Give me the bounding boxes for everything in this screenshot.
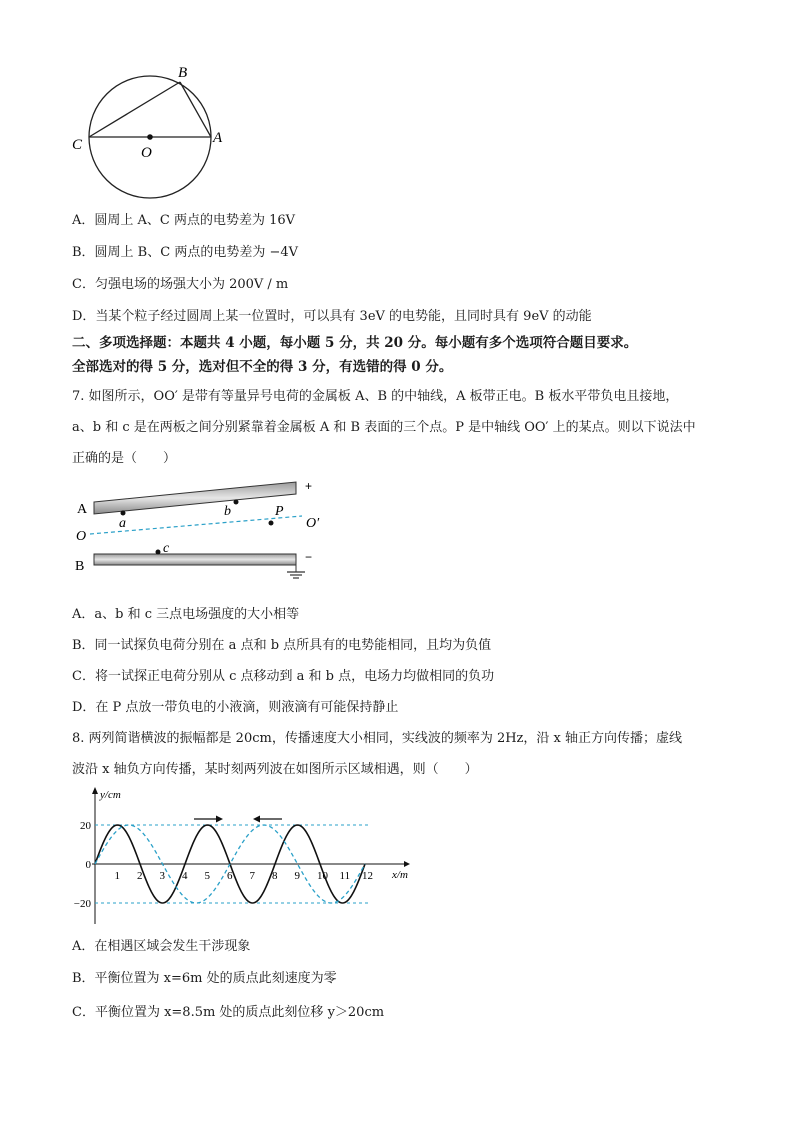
x-axis-label: x/m: [392, 869, 408, 881]
label-c: c: [163, 541, 170, 556]
section2-heading-line1: 二、多项选择题：本题共 4 小题，每小题 5 分，共 20 分。每小题有多个选项符合题目要求。: [72, 335, 638, 351]
x-tick-label: 6: [227, 870, 233, 882]
q7-stem-line1: 7. 如图所示，OO′ 是带有等量异号电荷的金属板 A、B 的中轴线，A 板带正电。B 板水平带负电且接地，: [72, 389, 679, 404]
y-tick-label: −20: [73, 898, 91, 910]
x-tick-label: 12: [362, 870, 373, 882]
x-tick-label: 2: [137, 870, 143, 882]
circle-figure: [70, 60, 240, 210]
q8-option-a: A．在相遇区域会发生干涉现象: [72, 939, 251, 954]
plate-A: [94, 482, 296, 514]
label-O-left: O: [76, 529, 87, 544]
label-plus: +: [305, 479, 313, 493]
q6-option-a: A．圆周上 A、C 两点的电势差为 16V: [72, 213, 296, 228]
plates-figure: [70, 474, 340, 594]
q7-stem-line2: a、b 和 c 是在两板之间分别紧靠着金属板 A 和 B 表面的三个点。P 是中轴线 OO′ 上的某点。则以下说法中: [72, 420, 696, 435]
q7-option-b: B．同一试探负电荷分别在 a 点和 b 点所具有的电势能相同，且均为负值: [72, 638, 492, 653]
q7-option-d: D．在 P 点放一带负电的小液滴，则液滴有可能保持静止: [72, 700, 399, 715]
y-axis-label: y/cm: [100, 789, 121, 801]
q7-stem-line3: 正确的是（ ）: [72, 451, 177, 466]
point-P: [269, 521, 274, 526]
x-tick-label: 7: [249, 870, 255, 882]
q7-option-c: C．将一试探正电荷分别从 c 点移动到 a 和 b 点，电场力均做相同的负功: [72, 669, 495, 684]
label-A: A: [213, 130, 223, 146]
label-O-right: O′: [306, 516, 320, 531]
chord-ba: [180, 82, 211, 137]
x-tick-label: 10: [317, 870, 328, 882]
x-tick-label: 8: [272, 870, 278, 882]
x-tick-label: 1: [114, 870, 120, 882]
x-axis-arrow: [404, 861, 410, 867]
label-minus: −: [305, 550, 313, 564]
center-point: [147, 134, 153, 140]
q6-option-d: D．当某个粒子经过圆周上某一位置时，可以具有 3eV 的电势能，且同时具有 9eV 的动能: [72, 309, 592, 324]
chord-cb: [89, 82, 180, 137]
arrow-right-icon: [216, 816, 223, 823]
q7-option-a: A．a、b 和 c 三点电场强度的大小相等: [72, 607, 300, 622]
x-tick-label: 11: [339, 870, 351, 882]
label-b: b: [224, 504, 231, 519]
y-tick-label: 20: [80, 820, 91, 832]
point-c: [156, 550, 161, 555]
section2-heading-line2: 全部选对的得 5 分，选对但不全的得 3 分，有选错的得 0 分。: [72, 359, 453, 375]
x-tick-label: 5: [204, 870, 210, 882]
q8-option-c: C．平衡位置为 x=8.5m 处的质点此刻位移 y＞20cm: [72, 1005, 385, 1020]
label-O: O: [141, 145, 152, 161]
label-plate-A: A: [77, 502, 88, 517]
y-tick-label: 0: [85, 859, 91, 871]
label-plate-B: B: [75, 559, 85, 574]
label-P: P: [275, 504, 284, 519]
x-tick-label: 3: [159, 870, 165, 882]
point-a: [121, 511, 126, 516]
y-axis-arrow: [92, 787, 98, 794]
q8-option-b: B．平衡位置为 x=6m 处的质点此刻速度为零: [72, 971, 337, 986]
label-C: C: [72, 137, 83, 153]
x-tick-label: 4: [182, 870, 188, 882]
arrow-left-icon: [253, 816, 260, 823]
wave-chart: [70, 782, 430, 932]
point-b: [234, 500, 239, 505]
plate-B: [94, 554, 296, 565]
label-B: B: [178, 65, 188, 81]
q8-stem-line2: 波沿 x 轴负方向传播，某时刻两列波在如图所示区域相遇，则（ ）: [72, 762, 478, 777]
label-a: a: [119, 516, 126, 531]
q6-option-b: B．圆周上 B、C 两点的电势差为 −4V: [72, 245, 299, 260]
q8-stem-line1: 8. 两列简谐横波的振幅都是 20cm，传播速度大小相同，实线波的频率为 2Hz，沿 x 轴正方向传播；虚线: [72, 731, 683, 746]
q6-option-c: C．匀强电场的场强大小为 200V / m: [72, 277, 289, 292]
x-tick-label: 9: [294, 870, 300, 882]
